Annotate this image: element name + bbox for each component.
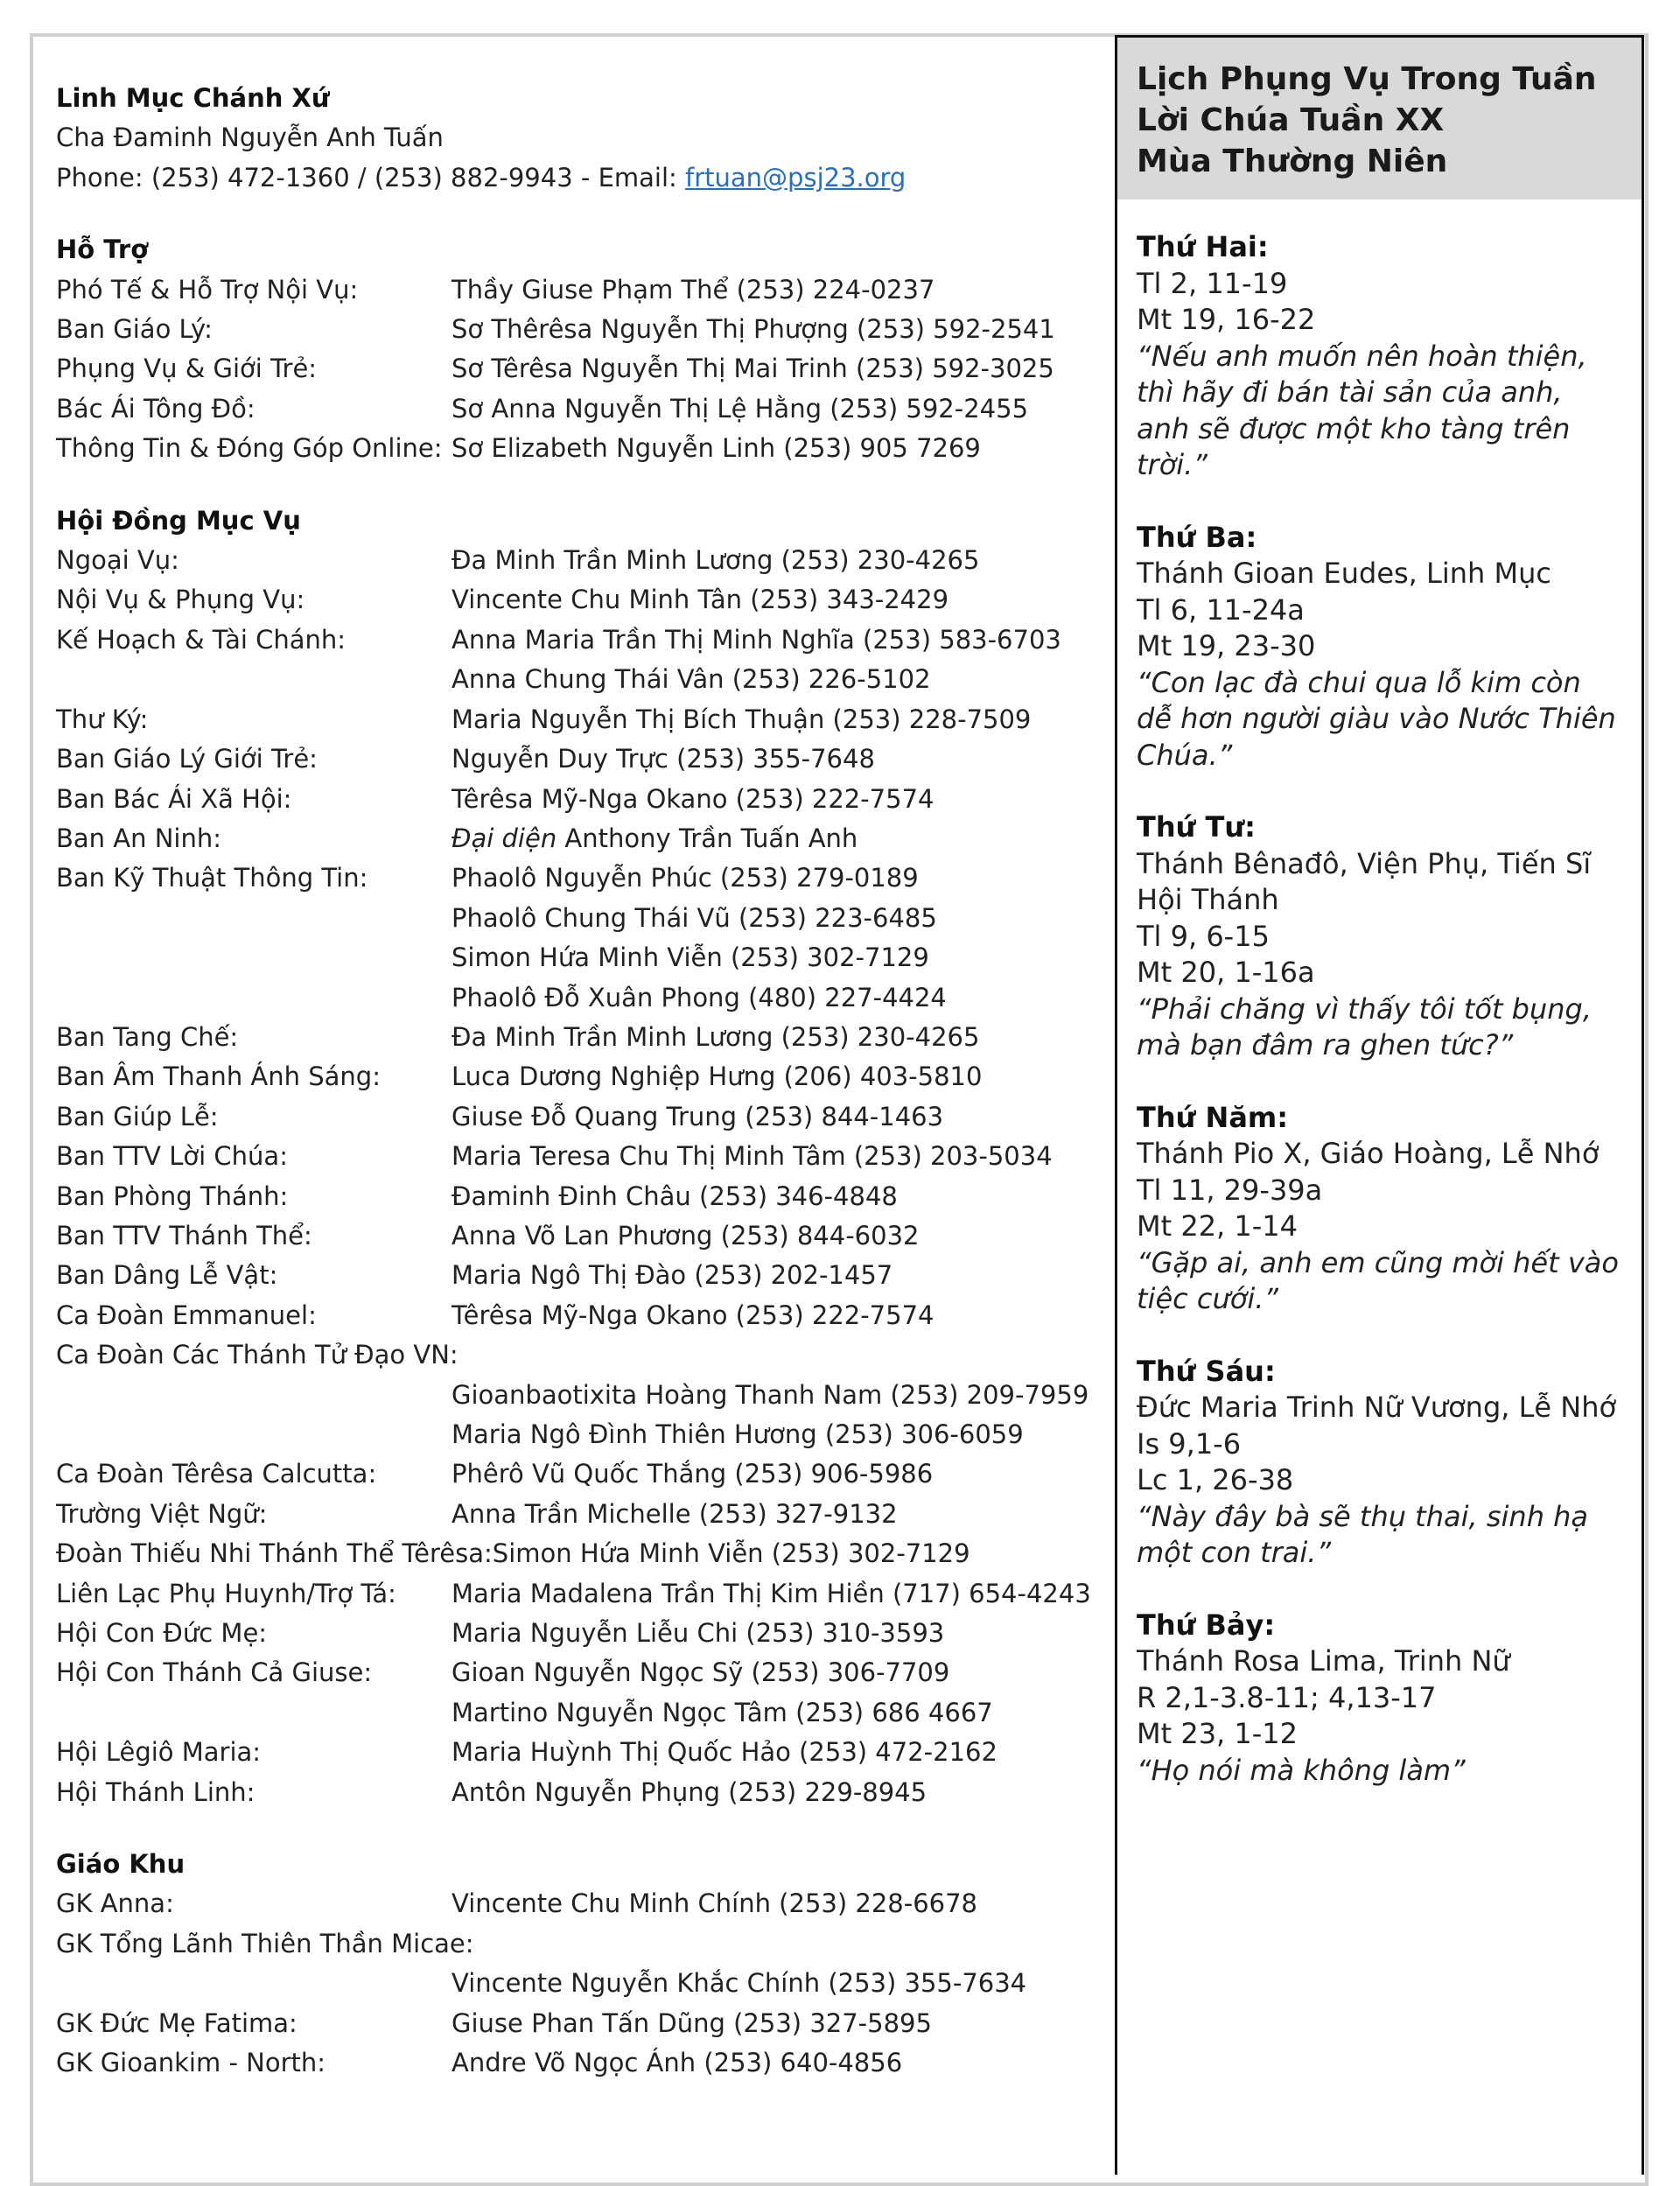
support-heading: Hỗ Trợ: [56, 235, 149, 265]
directory-row: [56, 1693, 1115, 1733]
contact-value: [452, 270, 934, 310]
contact-text: Martino Nguyễn Ngọc Tâm (253) 686 4667: [452, 1697, 993, 1727]
contact-value: [452, 2043, 902, 2083]
weekday-list: [1117, 200, 1642, 1789]
contact-text: Anna Trần Michelle (253) 327-9132: [452, 1498, 898, 1529]
contact-text: Maria Ngô Đình Thiên Hương (253) 306-6059: [452, 1419, 1024, 1449]
contact-text: Thầy Giuse Phạm Thể (253) 224-0237: [452, 274, 935, 305]
contact-text: Đa Minh Trần Minh Lương (253) 230-4265: [452, 1021, 980, 1052]
reading-line: Thánh Rosa Lima, Trinh Nữ: [1137, 1644, 1510, 1678]
directory-row: [56, 1495, 1115, 1534]
weekday-block: [1137, 809, 1622, 1064]
contact-value: [452, 978, 947, 1018]
directory-row: [56, 1924, 1115, 1964]
contact-value: [452, 1177, 898, 1216]
weekday-block: [1137, 1354, 1622, 1572]
weekday-name: Thứ Bảy:: [1137, 1608, 1276, 1642]
liturgy-sidebar: [1115, 35, 1644, 2175]
role-label: Ca Đoàn Emmanuel:: [56, 1300, 317, 1330]
contact-value: [452, 1057, 982, 1097]
contact-text: Sơ Anna Nguyễn Thị Lệ Hằng (253) 592-2455: [452, 393, 1029, 424]
reading-line: Đức Maria Trinh Nữ Vương, Lễ Nhớ: [1137, 1391, 1617, 1424]
contact-text: Đaminh Đinh Châu (253) 346-4848: [452, 1181, 898, 1211]
reading-line: Mt 20, 1-16a: [1137, 956, 1315, 989]
support-list: [56, 270, 1115, 469]
contact-text: Vincente Chu Minh Tân (253) 343-2429: [452, 585, 949, 615]
contact-value: [452, 938, 929, 977]
pastor-phone: Phone: (253) 472-1360 / (253) 882-9943 - Email:: [56, 162, 686, 193]
contact-text: Simon Hứa Minh Viễn (253) 302-7129: [492, 1538, 970, 1569]
weekday-name: Thứ Năm:: [1137, 1100, 1289, 1134]
role-label: Ban Dâng Lễ Vật:: [56, 1260, 278, 1291]
contact-note: Đại diện: [452, 823, 557, 853]
role-label: Ban Giáo Lý:: [56, 314, 213, 345]
role-label: Ban Giáo Lý Giới Trẻ:: [56, 744, 318, 774]
contact-text: Maria Nguyễn Liễu Chi (253) 310-3593: [452, 1618, 945, 1649]
weekday-block: [1137, 1608, 1622, 1790]
directory-row: [56, 580, 1115, 620]
contact-value: [452, 541, 979, 580]
contact-text: Giuse Phan Tấn Dũng (253) 327-5895: [452, 2007, 932, 2038]
directory-row: [56, 349, 1115, 389]
directory-row: [56, 660, 1115, 699]
contact-text: Andre Võ Ngọc Ánh (253) 640-4856: [452, 2048, 903, 2078]
contact-value: [452, 1296, 934, 1335]
directory-row: [56, 1296, 1115, 1335]
directory-column: [56, 79, 1115, 2084]
sidebar-title-line: Lịch Phụng Vụ Trong Tuần: [1137, 61, 1597, 97]
contact-text: Têrêsa Mỹ-Nga Okano (253) 222-7574: [452, 783, 934, 814]
directory-row: [56, 1964, 1115, 2003]
role-label: Đoàn Thiếu Nhi Thánh Thể Têrêsa:: [56, 1538, 493, 1569]
role-label: Trường Việt Ngữ:: [56, 1498, 268, 1529]
contact-text: Nguyễn Duy Trực (253) 355-7648: [452, 744, 875, 774]
role-label: Ban Kỹ Thuật Thông Tin:: [56, 863, 368, 893]
contact-text: Sơ Têrêsa Nguyễn Thị Mai Trinh (253) 592-3025: [452, 354, 1054, 384]
gospel-quote: “Này đây bà sẽ thụ thai, sinh hạ một con trai.”: [1137, 1499, 1589, 1569]
role-label: Ban Tang Chế:: [56, 1021, 239, 1052]
sidebar-title-line: Lời Chúa Tuần XX: [1137, 102, 1445, 138]
contact-value: [452, 1574, 1091, 1614]
role-label: Hội Lêgiô Maria:: [56, 1737, 262, 1768]
directory-row: [56, 1057, 1115, 1097]
contact-text: Maria Teresa Chu Thị Minh Tâm (253) 203-5034: [452, 1141, 1053, 1172]
gospel-quote: “Họ nói mà không làm”: [1137, 1753, 1466, 1787]
contact-value: [452, 1137, 1053, 1176]
role-label: Phụng Vụ & Giới Trẻ:: [56, 354, 318, 384]
reading-line: Lc 1, 26-38: [1137, 1463, 1294, 1496]
sidebar-header: [1117, 38, 1642, 200]
support-section: [56, 230, 1115, 468]
reading-line: Mt 19, 23-30: [1137, 629, 1316, 662]
weekday-block: [1137, 1100, 1622, 1318]
contact-value: [452, 580, 948, 620]
weekday-block: [1137, 229, 1622, 484]
role-label: Phó Tế & Hỗ Trợ Nội Vụ:: [56, 274, 359, 305]
directory-row: [56, 2043, 1115, 2083]
directory-row: [56, 1256, 1115, 1295]
reading-line: R 2,1-3.8-11; 4,13-17: [1137, 1680, 1437, 1714]
directory-row: [56, 1773, 1115, 1812]
contact-value: [452, 1454, 933, 1494]
directory-row: [56, 389, 1115, 429]
contact-value: [452, 700, 1031, 739]
districts-section: [56, 1845, 1115, 2083]
role-label: Liên Lạc Phụ Huynh/Trợ Tá:: [56, 1578, 396, 1608]
contact-value: [452, 858, 919, 898]
reading-line: Tl 2, 11-19: [1137, 266, 1288, 300]
role-label: Ban Bác Ái Xã Hội:: [56, 783, 292, 814]
directory-row: [56, 1534, 1115, 1573]
contact-text: Anna Chung Thái Vân (253) 226-5102: [452, 664, 931, 695]
contact-value: [452, 1964, 1026, 2003]
directory-row: [56, 1216, 1115, 1256]
reading-line: Thánh Pio X, Giáo Hoàng, Lễ Nhớ: [1137, 1137, 1600, 1170]
contact-value: [452, 349, 1054, 389]
contact-text: Simon Hứa Minh Viễn (253) 302-7129: [452, 942, 929, 973]
directory-row: [56, 270, 1115, 310]
contact-value: [452, 1415, 1024, 1454]
gospel-quote: “Con lạc đà chui qua lỗ kim còn dễ hơn người giàu vào Nước Thiên Chúa.”: [1137, 665, 1616, 772]
directory-row: [56, 310, 1115, 349]
role-label: Kế Hoạch & Tài Chánh:: [56, 624, 346, 655]
directory-row: [56, 1884, 1115, 1923]
directory-row: [56, 429, 1115, 468]
directory-row: [56, 1177, 1115, 1216]
contact-text: Têrêsa Mỹ-Nga Okano (253) 222-7574: [452, 1300, 934, 1330]
contact-text: Giuse Đỗ Quang Trung (253) 844-1463: [452, 1101, 944, 1132]
reading-line: Thánh Bênađô, Viện Phụ, Tiến Sĩ Hội Thánh: [1137, 846, 1592, 916]
contact-value: [452, 2004, 932, 2043]
contact-value: [452, 899, 937, 938]
weekday-name: Thứ Hai:: [1137, 230, 1269, 263]
role-label: Ca Đoàn Têrêsa Calcutta:: [56, 1459, 377, 1489]
role-label: Ban Âm Thanh Ánh Sáng:: [56, 1061, 381, 1092]
role-label: Bác Ái Tông Đồ:: [56, 393, 256, 424]
role-label: GK Đức Mẹ Fatima:: [56, 2007, 298, 2038]
contact-value: [452, 1018, 979, 1057]
directory-row: [56, 1454, 1115, 1494]
gospel-quote: “Gặp ai, anh em cũng mời hết vào tiệc cưới.”: [1137, 1245, 1619, 1315]
council-heading: Hội Đồng Mục Vụ: [56, 505, 301, 536]
contact-value: [452, 389, 1028, 429]
council-section: [56, 501, 1115, 1812]
pastor-heading: Linh Mục Chánh Xứ: [56, 83, 330, 113]
role-label: Ngoại Vụ:: [56, 545, 179, 576]
contact-value: [452, 819, 858, 858]
contact-text: Vincente Nguyễn Khắc Chính (253) 355-7634: [452, 1968, 1027, 1999]
directory-row: [56, 1574, 1115, 1614]
directory-row: [56, 1335, 1115, 1375]
role-label: Ban Phòng Thánh:: [56, 1181, 289, 1211]
directory-row: [56, 1733, 1115, 1772]
contact-value: [452, 1733, 998, 1772]
contact-text: Anthony Trần Tuấn Anh: [556, 823, 858, 853]
pastor-email-link[interactable]: frtuan@psj23.org: [685, 162, 906, 193]
contact-value: [452, 1097, 943, 1137]
directory-row: [56, 1137, 1115, 1176]
council-list: [56, 541, 1115, 1812]
contact-text: Gioanbaotixita Hoàng Thanh Nam (253) 209-7959: [452, 1379, 1089, 1410]
contact-value: [452, 429, 981, 468]
directory-row: [56, 858, 1115, 898]
contact-text: Đa Minh Trần Minh Lương (253) 230-4265: [452, 545, 980, 576]
contact-value: [452, 1884, 977, 1923]
contact-value: [452, 1216, 919, 1256]
contact-value: [452, 1614, 944, 1653]
contact-text: Anna Võ Lan Phương (253) 844-6032: [452, 1220, 920, 1251]
contact-value: [452, 780, 934, 819]
contact-text: Phêrô Vũ Quốc Thắng (253) 906-5986: [452, 1459, 934, 1489]
role-label: GK Gioankim - North:: [56, 2048, 326, 2078]
directory-row: [56, 938, 1115, 977]
pastor-section: [56, 79, 1115, 198]
reading-line: Is 9,1-6: [1137, 1426, 1242, 1461]
contact-text: Maria Madalena Trần Thị Kim Hiền (717) 654-4243: [452, 1578, 1091, 1608]
role-label: Hội Con Đức Mẹ:: [56, 1618, 268, 1649]
role-label: Ban An Ninh:: [56, 823, 221, 853]
contact-text: Phaolô Chung Thái Vũ (253) 223-6485: [452, 902, 937, 933]
directory-row: [56, 1097, 1115, 1137]
contact-text: Sơ Elizabeth Nguyễn Linh (253) 905 7269: [452, 433, 981, 464]
reading-line: Tl 6, 11-24a: [1137, 592, 1305, 627]
contact-text: Anna Maria Trần Thị Minh Nghĩa (253) 583-6703: [452, 624, 1061, 655]
directory-row: [56, 2004, 1115, 2043]
contact-value: [452, 1376, 1088, 1415]
reading-line: Mt 22, 1-14: [1137, 1209, 1298, 1243]
contact-text: Maria Nguyễn Thị Bích Thuận (253) 228-7509: [452, 704, 1032, 734]
reading-line: Tl 11, 29-39a: [1137, 1173, 1323, 1207]
directory-row: [56, 819, 1115, 858]
weekday-block: [1137, 520, 1622, 774]
directory-row: [56, 978, 1115, 1018]
directory-row: [56, 1376, 1115, 1415]
directory-row: [56, 899, 1115, 938]
contact-value: [452, 660, 931, 699]
contact-text: Antôn Nguyễn Phụng (253) 229-8945: [452, 1776, 928, 1807]
role-label: Thư Ký:: [56, 704, 149, 734]
directory-row: [56, 1018, 1115, 1057]
role-label: Hội Con Thánh Cả Giuse:: [56, 1657, 373, 1688]
weekday-name: Thứ Ba:: [1137, 520, 1257, 554]
contact-value: [452, 1773, 927, 1812]
pastor-name: Cha Đaminh Nguyễn Anh Tuấn: [56, 123, 444, 153]
contact-text: Sơ Thêrêsa Nguyễn Thị Phượng (253) 592-2541: [452, 314, 1055, 345]
role-label: Hội Thánh Linh:: [56, 1776, 256, 1807]
districts-heading: Giáo Khu: [56, 1849, 186, 1880]
contact-value: [452, 1653, 949, 1692]
contact-value: [452, 1495, 898, 1534]
weekday-name: Thứ Tư:: [1137, 810, 1256, 844]
role-label: Thông Tin & Đóng Góp Online:: [56, 433, 443, 464]
gospel-quote: “Phải chăng vì thấy tôi tốt bụng, mà bạn đâm ra ghen tức?”: [1137, 991, 1592, 1061]
role-label: Ban TTV Thánh Thể:: [56, 1220, 312, 1251]
directory-row: [56, 700, 1115, 739]
contact-value: [452, 1693, 993, 1733]
role-label: GK Tổng Lãnh Thiên Thần Micae:: [56, 1928, 474, 1958]
directory-row: [56, 1415, 1115, 1454]
role-label: GK Anna:: [56, 1888, 174, 1919]
contact-text: Vincente Chu Minh Chính (253) 228-6678: [452, 1888, 977, 1919]
role-label: Ban Giúp Lễ:: [56, 1101, 219, 1132]
contact-text: Luca Dương Nghiệp Hưng (206) 403-5810: [452, 1061, 983, 1092]
directory-row: [56, 620, 1115, 660]
contact-text: Maria Huỳnh Thị Quốc Hảo (253) 472-2162: [452, 1737, 998, 1768]
directory-row: [56, 1614, 1115, 1653]
pastor-contact: [56, 158, 1115, 198]
role-label: Nội Vụ & Phụng Vụ:: [56, 585, 305, 615]
districts-list: [56, 1884, 1115, 2083]
contact-value: [452, 620, 1061, 660]
gospel-quote: “Nếu anh muốn nên hoàn thiện, thì hãy đi bán tài sản của anh, anh sẽ được một kho tàng trên trời.”: [1137, 339, 1587, 481]
directory-row: [56, 780, 1115, 819]
weekday-name: Thứ Sáu:: [1137, 1354, 1276, 1388]
role-label: Ca Đoàn Các Thánh Tử Đạo VN:: [56, 1340, 458, 1370]
contact-value: [452, 310, 1055, 349]
directory-row: [56, 1653, 1115, 1692]
reading-line: Mt 19, 16-22: [1137, 303, 1316, 336]
role-label: Ban TTV Lời Chúa:: [56, 1141, 288, 1172]
reading-line: Thánh Gioan Eudes, Linh Mục: [1137, 557, 1551, 590]
contact-value: [452, 739, 875, 779]
contact-value: [452, 1256, 892, 1295]
contact-value: [493, 1534, 970, 1573]
contact-text: Phaolô Đỗ Xuân Phong (480) 227-4424: [452, 982, 947, 1012]
directory-row: [56, 541, 1115, 580]
contact-text: Phaolô Nguyễn Phúc (253) 279-0189: [452, 863, 919, 893]
sidebar-title-line: Mùa Thường Niên: [1137, 144, 1448, 179]
directory-row: [56, 739, 1115, 779]
contact-text: Gioan Nguyễn Ngọc Sỹ (253) 306-7709: [452, 1657, 950, 1688]
contact-text: Maria Ngô Thị Đào (253) 202-1457: [452, 1260, 893, 1291]
reading-line: Mt 23, 1-12: [1137, 1717, 1298, 1750]
reading-line: Tl 9, 6-15: [1137, 919, 1270, 953]
